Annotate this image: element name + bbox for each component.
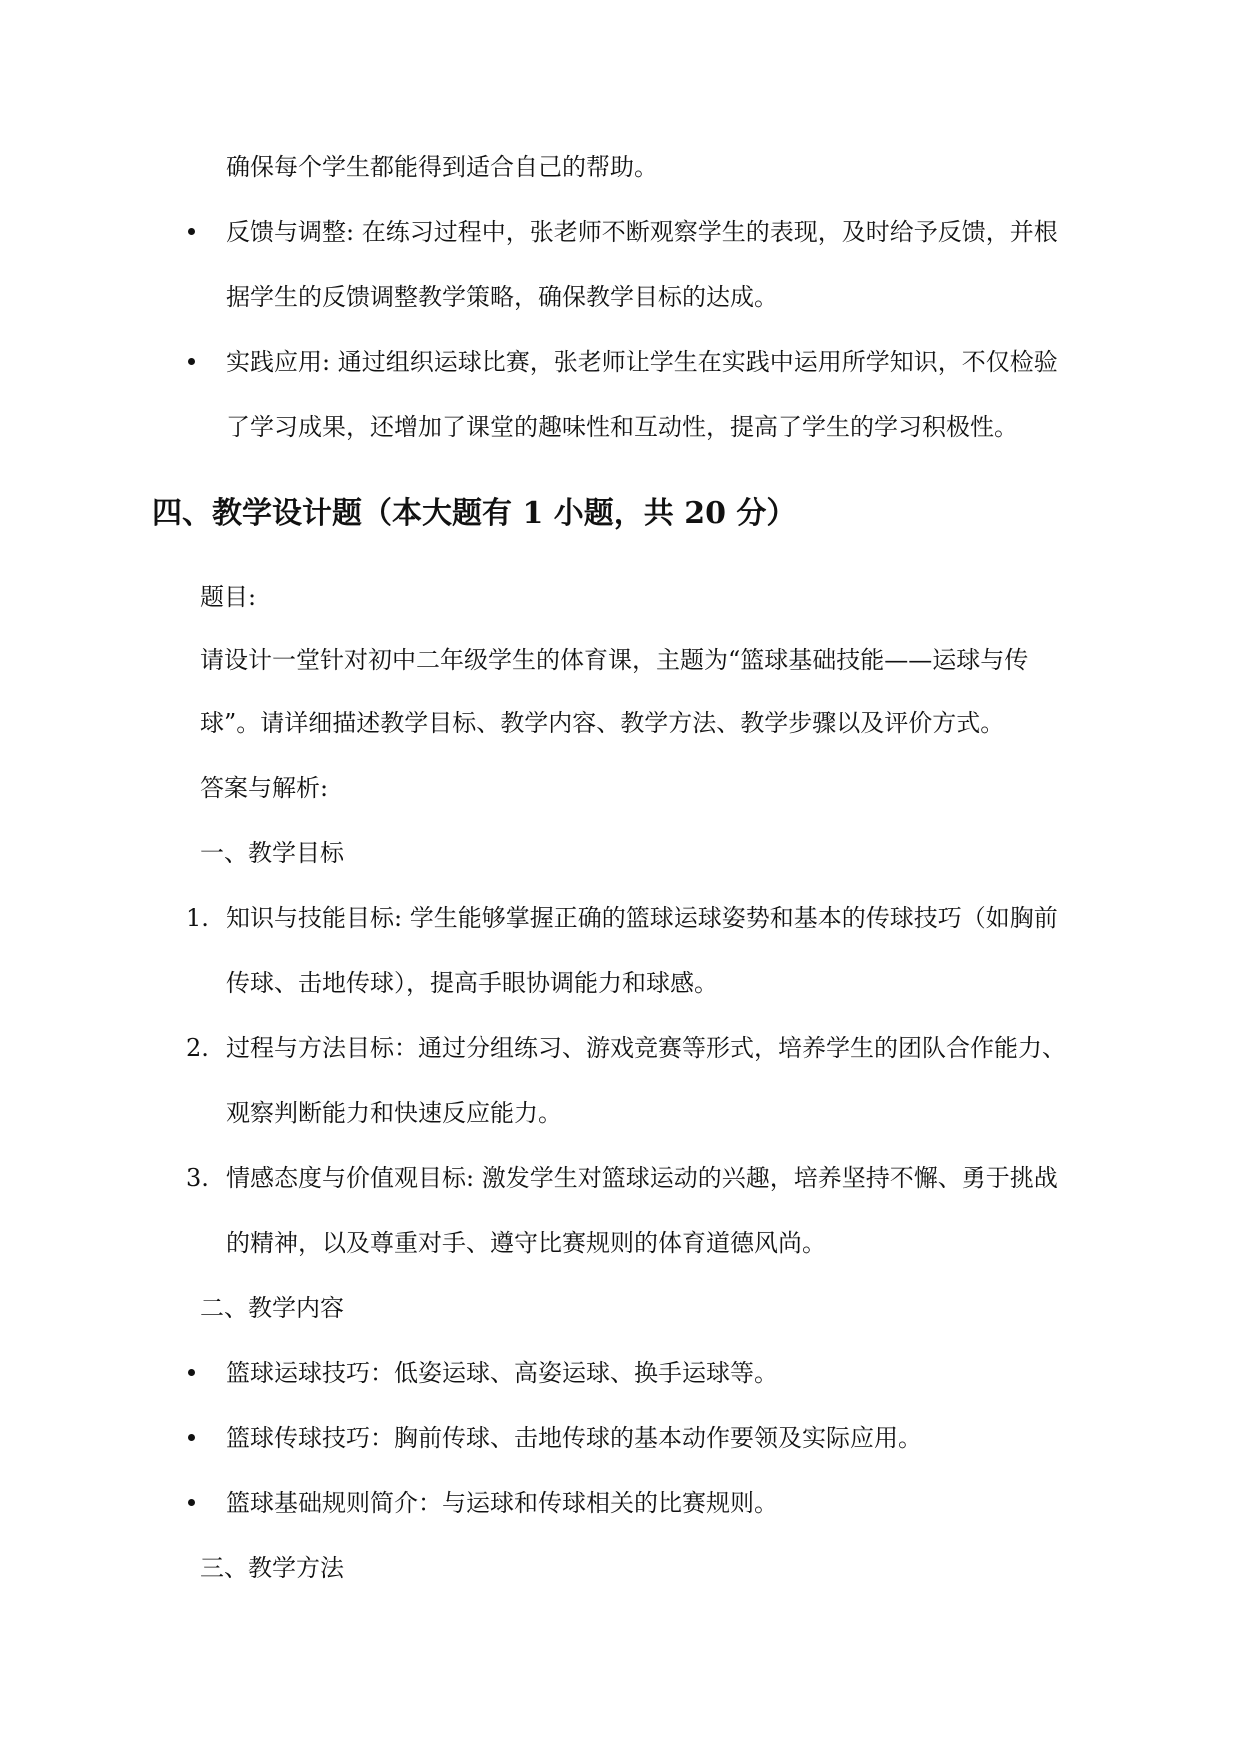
list-item-line: 了学习成果，还增加了课堂的趣味性和互动性，提高了学生的学习积极性。	[226, 413, 1018, 441]
subsection-title: 三、教学方法	[200, 1554, 344, 1582]
list-item-line: 篮球基础规则简介：与运球和传球相关的比赛规则。	[226, 1489, 778, 1517]
list-item-line: 篮球运球技巧：低姿运球、高姿运球、换手运球等。	[226, 1359, 778, 1387]
answer-label: 答案与解析:	[200, 774, 329, 802]
list-number: 2.	[186, 1034, 209, 1062]
question-line: 球”。请详细描述教学目标、教学内容、教学方法、教学步骤以及评价方式。	[200, 709, 1005, 737]
list-item-line: 观察判断能力和快速反应能力。	[226, 1099, 562, 1127]
bullet-icon	[188, 1434, 195, 1441]
list-item-line: 的精神，以及尊重对手、遵守比赛规则的体育道德风尚。	[226, 1229, 826, 1257]
list-item-line: 传球、击地传球），提高手眼协调能力和球感。	[226, 969, 718, 997]
bullet-icon	[188, 1369, 195, 1376]
bullet-icon	[188, 228, 195, 235]
list-item-line: 实践应用: 通过组织运球比赛，张老师让学生在实践中运用所学知识，不仅检验	[226, 348, 1058, 376]
bullet-icon	[188, 358, 195, 365]
subsection-title: 一、教学目标	[200, 839, 344, 867]
list-item-line: 知识与技能目标: 学生能够掌握正确的篮球运球姿势和基本的传球技巧（如胸前	[226, 904, 1058, 932]
question-line: 请设计一堂针对初中二年级学生的体育课，主题为“篮球基础技能——运球与传	[200, 646, 1029, 674]
section-heading: 四、教学设计题（本大题有 1 小题，共 20 分）	[152, 496, 797, 531]
list-item-line: 反馈与调整: 在练习过程中，张老师不断观察学生的表现，及时给予反馈，并根	[226, 218, 1058, 246]
list-item-line: 情感态度与价值观目标: 激发学生对篮球运动的兴趣，培养坚持不懈、勇于挑战	[226, 1164, 1058, 1192]
list-item-line: 篮球传球技巧：胸前传球、击地传球的基本动作要领及实际应用。	[226, 1424, 922, 1452]
subsection-title: 二、教学内容	[200, 1294, 344, 1322]
list-number: 1.	[186, 904, 209, 932]
bullet-icon	[188, 1499, 195, 1506]
continuation-line: 确保每个学生都能得到适合自己的帮助。	[226, 153, 658, 181]
list-number: 3.	[186, 1164, 209, 1192]
list-item-line: 过程与方法目标：通过分组练习、游戏竞赛等形式，培养学生的团队合作能力、	[226, 1034, 1066, 1062]
question-label: 题目:	[200, 583, 257, 611]
list-item-line: 据学生的反馈调整教学策略，确保教学目标的达成。	[226, 283, 778, 311]
